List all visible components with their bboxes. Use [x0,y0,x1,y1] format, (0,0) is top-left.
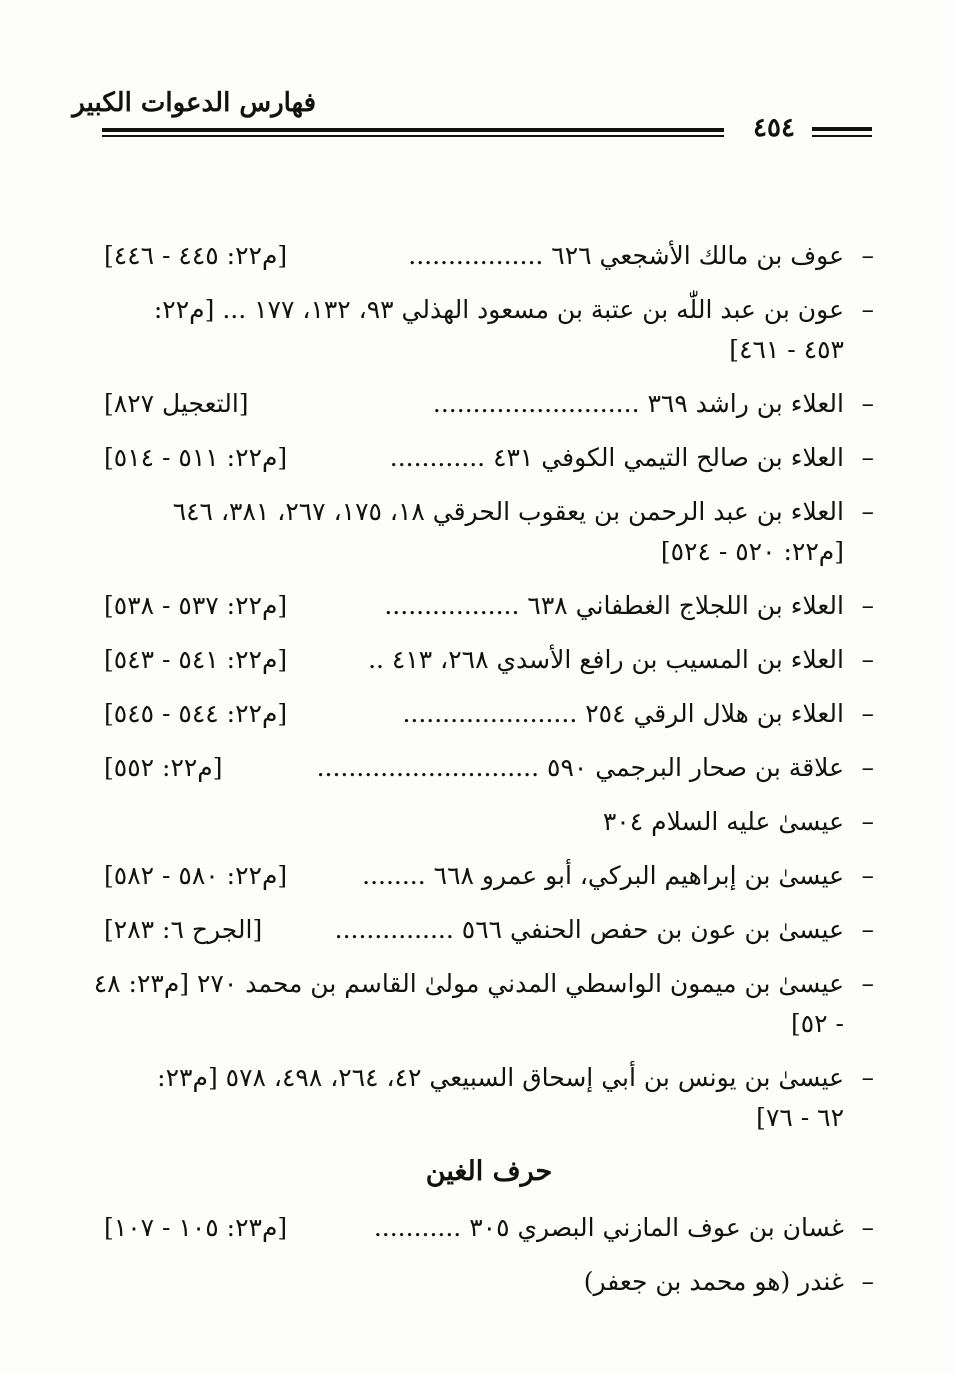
entry-text: العلاء بن المسيب بن رافع الأسدي ٢٦٨، ٤١٣ .. [368,645,844,674]
index-entry [104,586,874,626]
entry-text: عيسىٰ بن عون بن حفص الحنفي ٥٦٦ ............... [334,915,844,944]
entry-dash: – [861,1063,874,1092]
entry-text: عيسىٰ بن إبراهيم البركي، أبو عمرو ٦٦٨ ........ [362,861,844,890]
entry-text: علاقة بن صحار البرجمي ٥٩٠ ............................ [316,753,844,782]
header-rule-left-thin [812,135,872,137]
header-rule-right-thick [102,128,724,132]
page-number: ٤٥٤ [753,113,795,143]
entry-reference: [التعجيل ٨٢٧] [104,389,249,418]
index-entry [93,964,874,1044]
entry-text: غندر (هو محمد بن جعفر) [583,1267,844,1296]
entry-dash: – [861,1213,874,1242]
index-entries [93,236,874,1316]
entry-text: عون بن عبد اللّٰه بن عتبة بن مسعود الهذلي ٩٣، ١٣٢، ١٧٧ ... [م٢٢: [153,295,844,324]
entry-reference: [م٢٢: ٤٤٥ - ٤٤٦] [104,241,288,270]
entry-dash: – [861,645,874,674]
header-rule-left-thick [812,127,872,131]
entry-reference: [م٢٢: ٥١١ - ٥١٤] [104,443,288,472]
entry-dash: – [861,389,874,418]
entry-reference: [م٢٣: ١٠٥ - ١٠٧] [104,1213,288,1242]
entry-dash: – [861,295,874,324]
index-entry [104,802,874,842]
index-entry [104,438,874,478]
index-entry [104,1058,874,1138]
entry-continuation: - ٥٢] [790,1009,844,1038]
entry-dash: – [861,591,874,620]
entry-reference: [م٢٢: ٥٨٠ - ٥٨٢] [104,861,288,890]
index-entry [104,236,874,276]
entry-dash: – [861,915,874,944]
index-entry [104,1208,874,1248]
entry-reference: [م٢٢: ٥٤٤ - ٥٤٥] [104,699,288,728]
entry-reference: [الجرح ٦: ٢٨٣] [104,915,263,944]
entry-text: العلاء بن هلال الرقي ٢٥٤ ...................... [402,699,844,728]
entry-reference: [م٢٢: ٥٣٧ - ٥٣٨] [104,591,288,620]
entry-dash: – [861,241,874,270]
entry-dash: – [861,443,874,472]
entry-text: عيسىٰ بن يونس بن أبي إسحاق السبيعي ٤٢، ٢٦٤، ٤٩٨، ٥٧٨ [م٢٣: [157,1063,844,1092]
entry-dash: – [861,861,874,890]
entry-text: العلاء بن راشد ٣٦٩ .......................... [432,389,844,418]
entry-continuation: [م٢٢: ٥٢٠ - ٥٢٤] [660,537,844,566]
index-entry [104,384,874,424]
index-entry [104,1262,874,1302]
index-entry [104,910,874,950]
header-rule-right-thin [102,135,724,137]
entry-text: عيسىٰ بن ميمون الواسطي المدني مولىٰ القاسم بن محمد ٢٧٠ [م٢٣: ٤٨ [93,969,844,998]
entry-text: العلاء بن اللجلاج الغطفاني ٦٣٨ ................. [384,591,844,620]
entry-reference: [م٢٢: ٥٥٢] [104,753,223,782]
entry-dash: – [861,969,874,998]
index-entry [104,290,874,370]
section-heading: حرف الغين [425,1156,553,1187]
entry-text: غسان بن عوف المازني البصري ٣٠٥ ........... [373,1213,844,1242]
index-entry [104,694,874,734]
index-entry [104,640,874,680]
entry-reference: [م٢٢: ٥٤١ - ٥٤٣] [104,645,288,674]
entry-text: عوف بن مالك الأشجعي ٦٢٦ ................. [408,241,844,270]
entry-continuation: ٤٥٣ - ٤٦١] [729,335,844,364]
index-entry [104,748,874,788]
entry-text: عيسىٰ عليه السلام ٣٠٤ [602,807,844,836]
entry-dash: – [861,753,874,782]
entry-text: العلاء بن عبد الرحمن بن يعقوب الحرقي ١٨، ١٧٥، ٢٦٧، ٣٨١، ٦٤٦ [172,497,844,526]
entry-text: العلاء بن صالح التيمي الكوفي ٤٣١ ............ [389,443,844,472]
entry-continuation: ٦٢ - ٧٦] [756,1103,844,1132]
entry-dash: – [861,699,874,728]
index-entry [104,492,874,572]
entry-dash: – [861,807,874,836]
running-title: فهارس الدعوات الكبير [72,88,316,118]
index-entry [104,856,874,896]
entry-dash: – [861,497,874,526]
entry-dash: – [861,1267,874,1296]
